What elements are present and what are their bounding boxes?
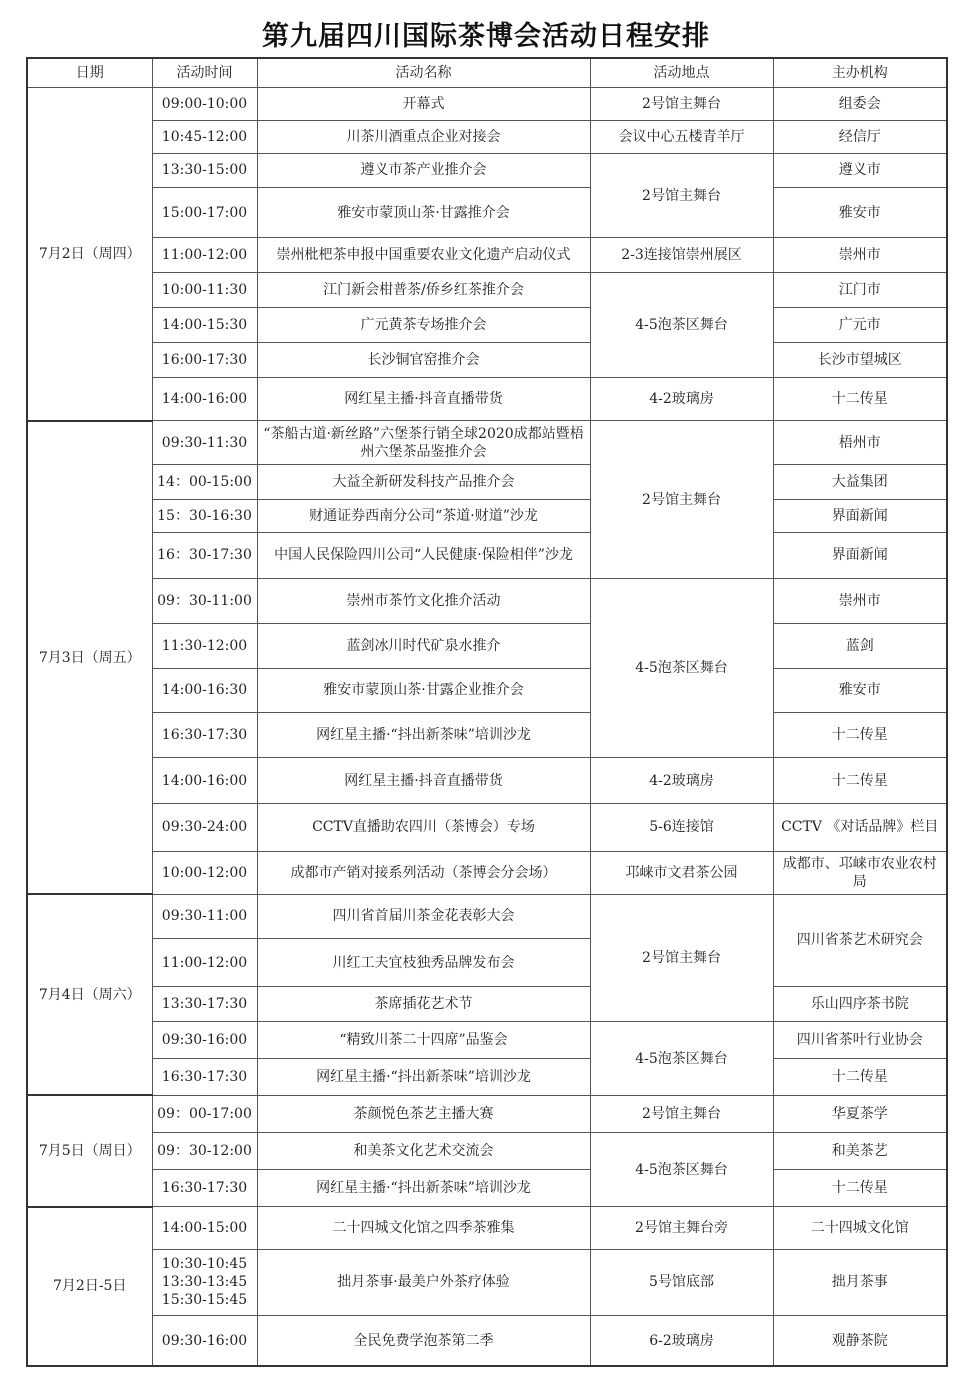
organizer-cell: 长沙市望城区 [773, 342, 947, 377]
table-row [27, 712, 947, 757]
organizer-cell: 十二传星 [773, 378, 947, 421]
time-cell: 09:00-10:00 [152, 87, 257, 120]
activity-cell: 网红星主播·抖音直播带货 [257, 758, 590, 804]
activity-cell: 拙月茶事·最美户外茶疗体验 [257, 1249, 590, 1315]
organizer-cell: 雅安市 [773, 188, 947, 238]
venue-cell: 2号馆主舞台 [590, 421, 773, 579]
time-cell: 09：30-12:00 [152, 1133, 257, 1170]
organizer-cell: CCTV 《对话品牌》栏目 [773, 804, 947, 851]
table-row [27, 851, 947, 894]
organizer-cell: 梧州市 [773, 421, 947, 465]
table-row [27, 1170, 947, 1207]
organizer-cell: 十二传星 [773, 1170, 947, 1207]
time-cell: 14:00-15:30 [152, 307, 257, 342]
table-row [27, 273, 947, 307]
activity-cell: 江门新会柑普茶/侨乡红茶推介会 [257, 273, 590, 307]
time-cell: 13:30-15:00 [152, 153, 257, 187]
venue-cell: 2号馆主舞台 [590, 153, 773, 237]
organizer-cell: 十二传星 [773, 712, 947, 757]
table-row [27, 987, 947, 1022]
organizer-cell: 遵义市 [773, 153, 947, 187]
venue-cell: 5-6连接馆 [590, 804, 773, 851]
time-cell: 09:30-11:30 [152, 421, 257, 465]
time-cell: 11:00-12:00 [152, 938, 257, 986]
activity-cell: 广元黄茶专场推介会 [257, 307, 590, 342]
venue-cell: 2号馆主舞台 [590, 87, 773, 120]
table-row [27, 1058, 947, 1095]
venue-cell: 邛崃市文君茶公园 [590, 851, 773, 894]
table-row [27, 1316, 947, 1367]
time-cell: 15：30-16:30 [152, 499, 257, 532]
time-cell: 09：00-17:00 [152, 1095, 257, 1132]
table-row [27, 668, 947, 712]
activity-cell: 二十四城文化馆之四季茶雅集 [257, 1207, 590, 1249]
activity-cell: 网红星主播·“抖出新茶味”培训沙龙 [257, 1170, 590, 1207]
venue-cell: 2号馆主舞台 [590, 894, 773, 1022]
organizer-cell: 华夏茶学 [773, 1095, 947, 1132]
venue-cell: 5号馆底部 [590, 1249, 773, 1315]
time-cell: 14：00-15:00 [152, 465, 257, 499]
table-row [27, 532, 947, 578]
activity-cell: 和美茶文化艺术交流会 [257, 1133, 590, 1170]
time-cell: 09:30-16:00 [152, 1022, 257, 1058]
activity-cell: 网红星主播·“抖出新茶味”培训沙龙 [257, 712, 590, 757]
activity-cell: 雅安市蒙顶山茶·甘露推介会 [257, 188, 590, 238]
activity-cell: 茶席插花艺术节 [257, 987, 590, 1022]
time-cell: 09:30-16:00 [152, 1316, 257, 1367]
activity-cell: 长沙铜官窑推介会 [257, 342, 590, 377]
page-title: 第九届四川国际茶博会活动日程安排 [262, 21, 710, 52]
time-slot: 13:30-13:45 [161, 1274, 248, 1291]
venue-cell: 2号馆主舞台旁 [590, 1207, 773, 1249]
table-row [27, 465, 947, 499]
organizer-cell: 界面新闻 [773, 532, 947, 578]
table-row [27, 624, 947, 668]
header-time: 活动时间 [152, 58, 257, 87]
date-cell: 7月4日（周六） [27, 894, 152, 1095]
activity-cell: “茶船古道·新丝路”六堡茶行销全球2020成都站暨梧州六堡茶品鉴推介会 [257, 421, 590, 465]
organizer-cell: 二十四城文化馆 [773, 1207, 947, 1249]
date-cell: 7月2日-5日 [27, 1207, 152, 1366]
activity-cell: “精致川茶二十四席”品鉴会 [257, 1022, 590, 1058]
activity-cell: 开幕式 [257, 87, 590, 120]
table-row [27, 153, 947, 187]
time-cell: 11:30-12:00 [152, 624, 257, 668]
organizer-cell: 经信厅 [773, 120, 947, 153]
time-cell: 09：30-11:00 [152, 579, 257, 624]
time-cell: 14:00-16:30 [152, 668, 257, 712]
time-cell: 15:00-17:00 [152, 188, 257, 238]
organizer-cell: 蓝剑 [773, 624, 947, 668]
schedule-table [26, 57, 948, 1367]
activity-cell: 崇州市茶竹文化推介活动 [257, 579, 590, 624]
time-cell [152, 1249, 257, 1315]
organizer-cell: 和美茶艺 [773, 1133, 947, 1170]
organizer-cell: 组委会 [773, 87, 947, 120]
activity-cell: 财通证券西南分公司“茶道·财道”沙龙 [257, 499, 590, 532]
time-cell: 14:00-15:00 [152, 1207, 257, 1249]
header-name: 活动名称 [257, 58, 590, 87]
table-header-row [27, 58, 947, 87]
venue-cell: 4-5泡茶区舞台 [590, 1133, 773, 1207]
activity-cell: 大益全新研发科技产品推介会 [257, 465, 590, 499]
organizer-cell: 成都市、邛崃市农业农村局 [773, 851, 947, 894]
organizer-cell: 十二传星 [773, 758, 947, 804]
time-cell: 09:30-24:00 [152, 804, 257, 851]
activity-cell: 网红星主播·抖音直播带货 [257, 378, 590, 421]
activity-cell: 川红工夫宜枝独秀品牌发布会 [257, 938, 590, 986]
organizer-cell: 拙月茶事 [773, 1249, 947, 1315]
activity-cell: 崇州枇杷茶申报中国重要农业文化遗产启动仪式 [257, 238, 590, 273]
activity-cell: 遵义市茶产业推介会 [257, 153, 590, 187]
activity-cell: CCTV直播助农四川（茶博会）专场 [257, 804, 590, 851]
organizer-cell: 雅安市 [773, 668, 947, 712]
organizer-cell: 江门市 [773, 273, 947, 307]
venue-cell: 2-3连接馆崇州展区 [590, 238, 773, 273]
time-cell: 16:00-17:30 [152, 342, 257, 377]
time-slot: 10:30-10:45 [161, 1256, 248, 1273]
table-row [27, 307, 947, 342]
organizer-cell: 大益集团 [773, 465, 947, 499]
activity-cell: 川茶川酒重点企业对接会 [257, 120, 590, 153]
activity-cell: 雅安市蒙顶山茶·甘露企业推介会 [257, 668, 590, 712]
time-cell: 14:00-16:00 [152, 758, 257, 804]
time-slot: 15:30-15:45 [161, 1292, 248, 1309]
venue-cell: 6-2玻璃房 [590, 1316, 773, 1367]
organizer-cell: 十二传星 [773, 1058, 947, 1095]
table-row [27, 87, 947, 120]
time-cell: 16：30-17:30 [152, 532, 257, 578]
time-cell: 16:30-17:30 [152, 1058, 257, 1095]
time-cell: 16:30-17:30 [152, 712, 257, 757]
organizer-cell: 观静茶院 [773, 1316, 947, 1367]
activity-cell: 蓝剑冰川时代矿泉水推介 [257, 624, 590, 668]
venue-cell: 4-5泡茶区舞台 [590, 273, 773, 378]
table-row [27, 758, 947, 804]
organizer-cell: 界面新闻 [773, 499, 947, 532]
venue-cell: 2号馆主舞台 [590, 1095, 773, 1132]
organizer-cell: 崇州市 [773, 238, 947, 273]
date-cell: 7月3日（周五） [27, 421, 152, 895]
table-row [27, 1022, 947, 1058]
venue-cell: 会议中心五楼青羊厅 [590, 120, 773, 153]
venue-cell: 4-5泡茶区舞台 [590, 1022, 773, 1095]
table-row [27, 1207, 947, 1249]
organizer-cell: 四川省茶艺术研究会 [773, 894, 947, 986]
organizer-cell: 广元市 [773, 307, 947, 342]
time-cell: 11:00-12:00 [152, 238, 257, 273]
table-row [27, 378, 947, 421]
header-org: 主办机构 [773, 58, 947, 87]
date-cell: 7月5日（周日） [27, 1095, 152, 1207]
activity-cell: 四川省首届川茶金花表彰大会 [257, 894, 590, 938]
time-cell: 14:00-16:00 [152, 378, 257, 421]
table-row [27, 894, 947, 938]
table-row [27, 804, 947, 851]
time-cell: 16:30-17:30 [152, 1170, 257, 1207]
activity-cell: 网红星主播·“抖出新茶味”培训沙龙 [257, 1058, 590, 1095]
venue-cell: 4-5泡茶区舞台 [590, 579, 773, 758]
organizer-cell: 崇州市 [773, 579, 947, 624]
table-row [27, 579, 947, 624]
table-row [27, 1095, 947, 1132]
table-row [27, 188, 947, 238]
table-row [27, 499, 947, 532]
venue-cell: 4-2玻璃房 [590, 758, 773, 804]
time-cell: 10:00-12:00 [152, 851, 257, 894]
activity-cell: 中国人民保险四川公司“人民健康·保险相伴”沙龙 [257, 532, 590, 578]
venue-cell: 4-2玻璃房 [590, 378, 773, 421]
date-cell: 7月2日（周四） [27, 87, 152, 421]
activity-cell: 全民免费学泡茶第二季 [257, 1316, 590, 1367]
header-date: 日期 [27, 58, 152, 87]
table-row [27, 1249, 947, 1315]
activity-cell: 茶颜悦色茶艺主播大赛 [257, 1095, 590, 1132]
organizer-cell: 四川省茶叶行业协会 [773, 1022, 947, 1058]
table-row [27, 342, 947, 377]
activity-cell: 成都市产销对接系列活动（茶博会分会场） [257, 851, 590, 894]
time-cell: 09:30-11:00 [152, 894, 257, 938]
time-cell: 10:00-11:30 [152, 273, 257, 307]
organizer-cell: 乐山四序茶书院 [773, 987, 947, 1022]
time-cell: 10:45-12:00 [152, 120, 257, 153]
table-row [27, 238, 947, 273]
table-row [27, 120, 947, 153]
table-row [27, 421, 947, 465]
header-venue: 活动地点 [590, 58, 773, 87]
table-row [27, 1133, 947, 1170]
time-cell: 13:30-17:30 [152, 987, 257, 1022]
